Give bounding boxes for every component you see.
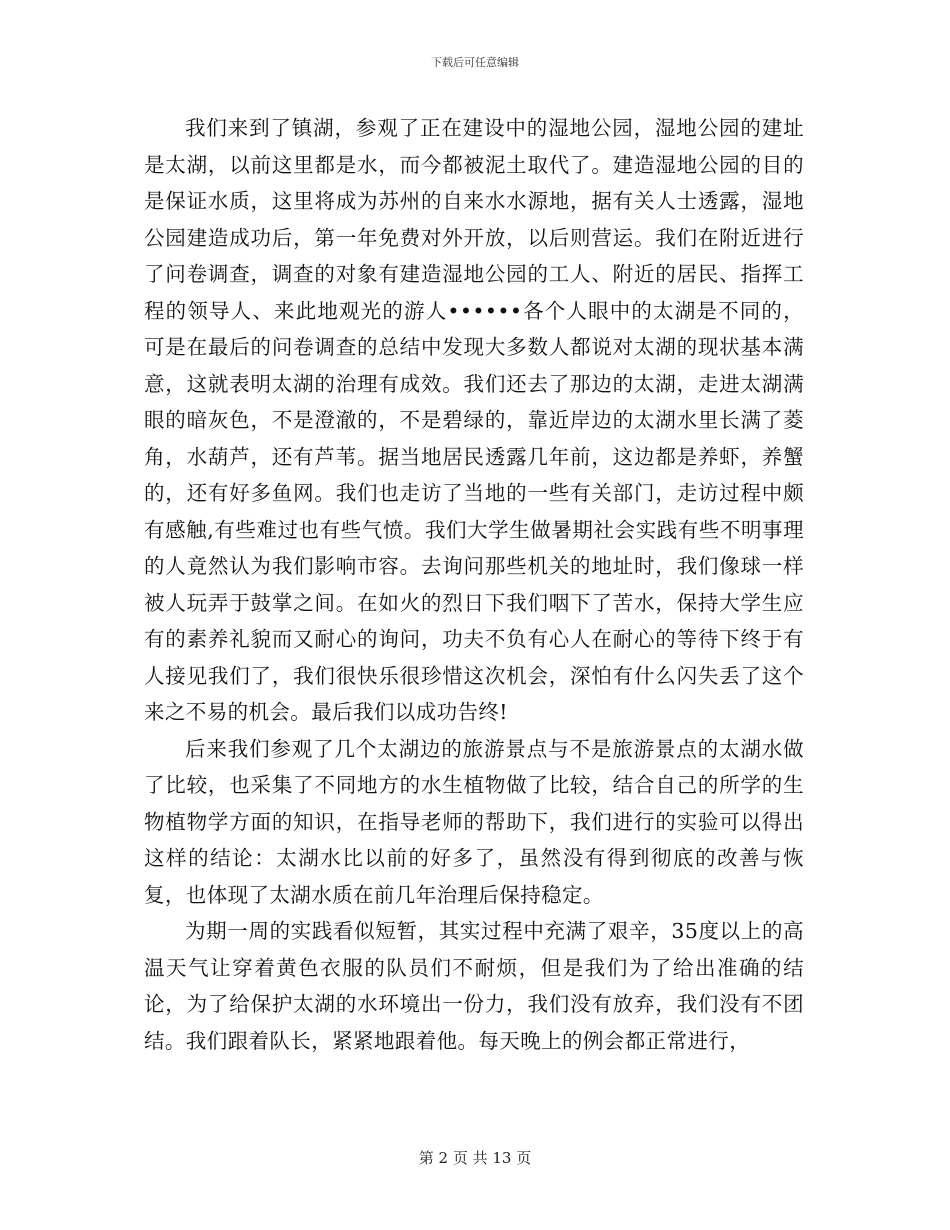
paragraph: 我们来到了镇湖，参观了正在建设中的湿地公园，湿地公园的建址是太湖，以前这里都是水，而今都被泥土取代了。建造湿地公园的目的是保证水质，这里将成为苏州的自来水水源地，据有关人士透露，湿地公园建造成功后，第一年免费对外开放，以后则营运。我们在附近进行了问卷调查，调查的对象有建造湿地公园的工人、附近的居民、指挥工程的领导人、来此地观光的游人••••••各个人眼中的太湖是不同的，可是在最后的问卷调查的总结中发现大多数人都说对太湖的现状基本满意，这就表明太湖的治理有成效。我们还去了那边的太湖，走进太湖满眼的暗灰色，不是澄澈的，不是碧绿的，靠近岸边的太湖水里长满了菱角，水葫芦，还有芦苇。据当地居民透露几年前，这边都是养虾，养蟹的，还有好多鱼网。我们也走访了当地的一些有关部门，走访过程中颇有感触,有些难过也有些气愤。我们大学生做暑期社会实践有些不明事理的人竟然认为我们影响市容。去询问那些机关的地址时，我们像球一样被人玩弄于鼓掌之间。在如火的烈日下我们咽下了苦水，保持大学生应有的素养礼貌而又耐心的询问，功夫不负有心人在耐心的等待下终于有人接见我们了，我们很快乐很珍惜这次机会，深怕有什么闪失丢了这个来之不易的机会。最后我们以成功告终!: [144, 116, 804, 724]
page-number: 第 2 页 共 13 页: [418, 1149, 532, 1167]
document-body: [144, 110, 804, 1059]
paragraph: 为期一周的实践看似短暂，其实过程中充满了艰辛，35度以上的高温天气让穿着黄色衣服的队员们不耐烦，但是我们为了给出准确的结论，为了给保护太湖的水环境出一份力，我们没有放弃，我们没有不团结。我们跟着队长，紧紧地跟着他。每天晚上的例会都正常进行，: [144, 919, 804, 1053]
paragraph: 后来我们参观了几个太湖边的旅游景点与不是旅游景点的太湖水做了比较，也采集了不同地方的水生植物做了比较，结合自己的所学的生物植物学方面的知识，在指导老师的帮助下，我们进行的实验可以得出这样的结论：太湖水比以前的好多了，虽然没有得到彻底的改善与恢复，也体现了太湖水质在前几年治理后保持稳定。: [144, 736, 804, 907]
header-note: 下载后可任意编辑: [431, 56, 519, 69]
